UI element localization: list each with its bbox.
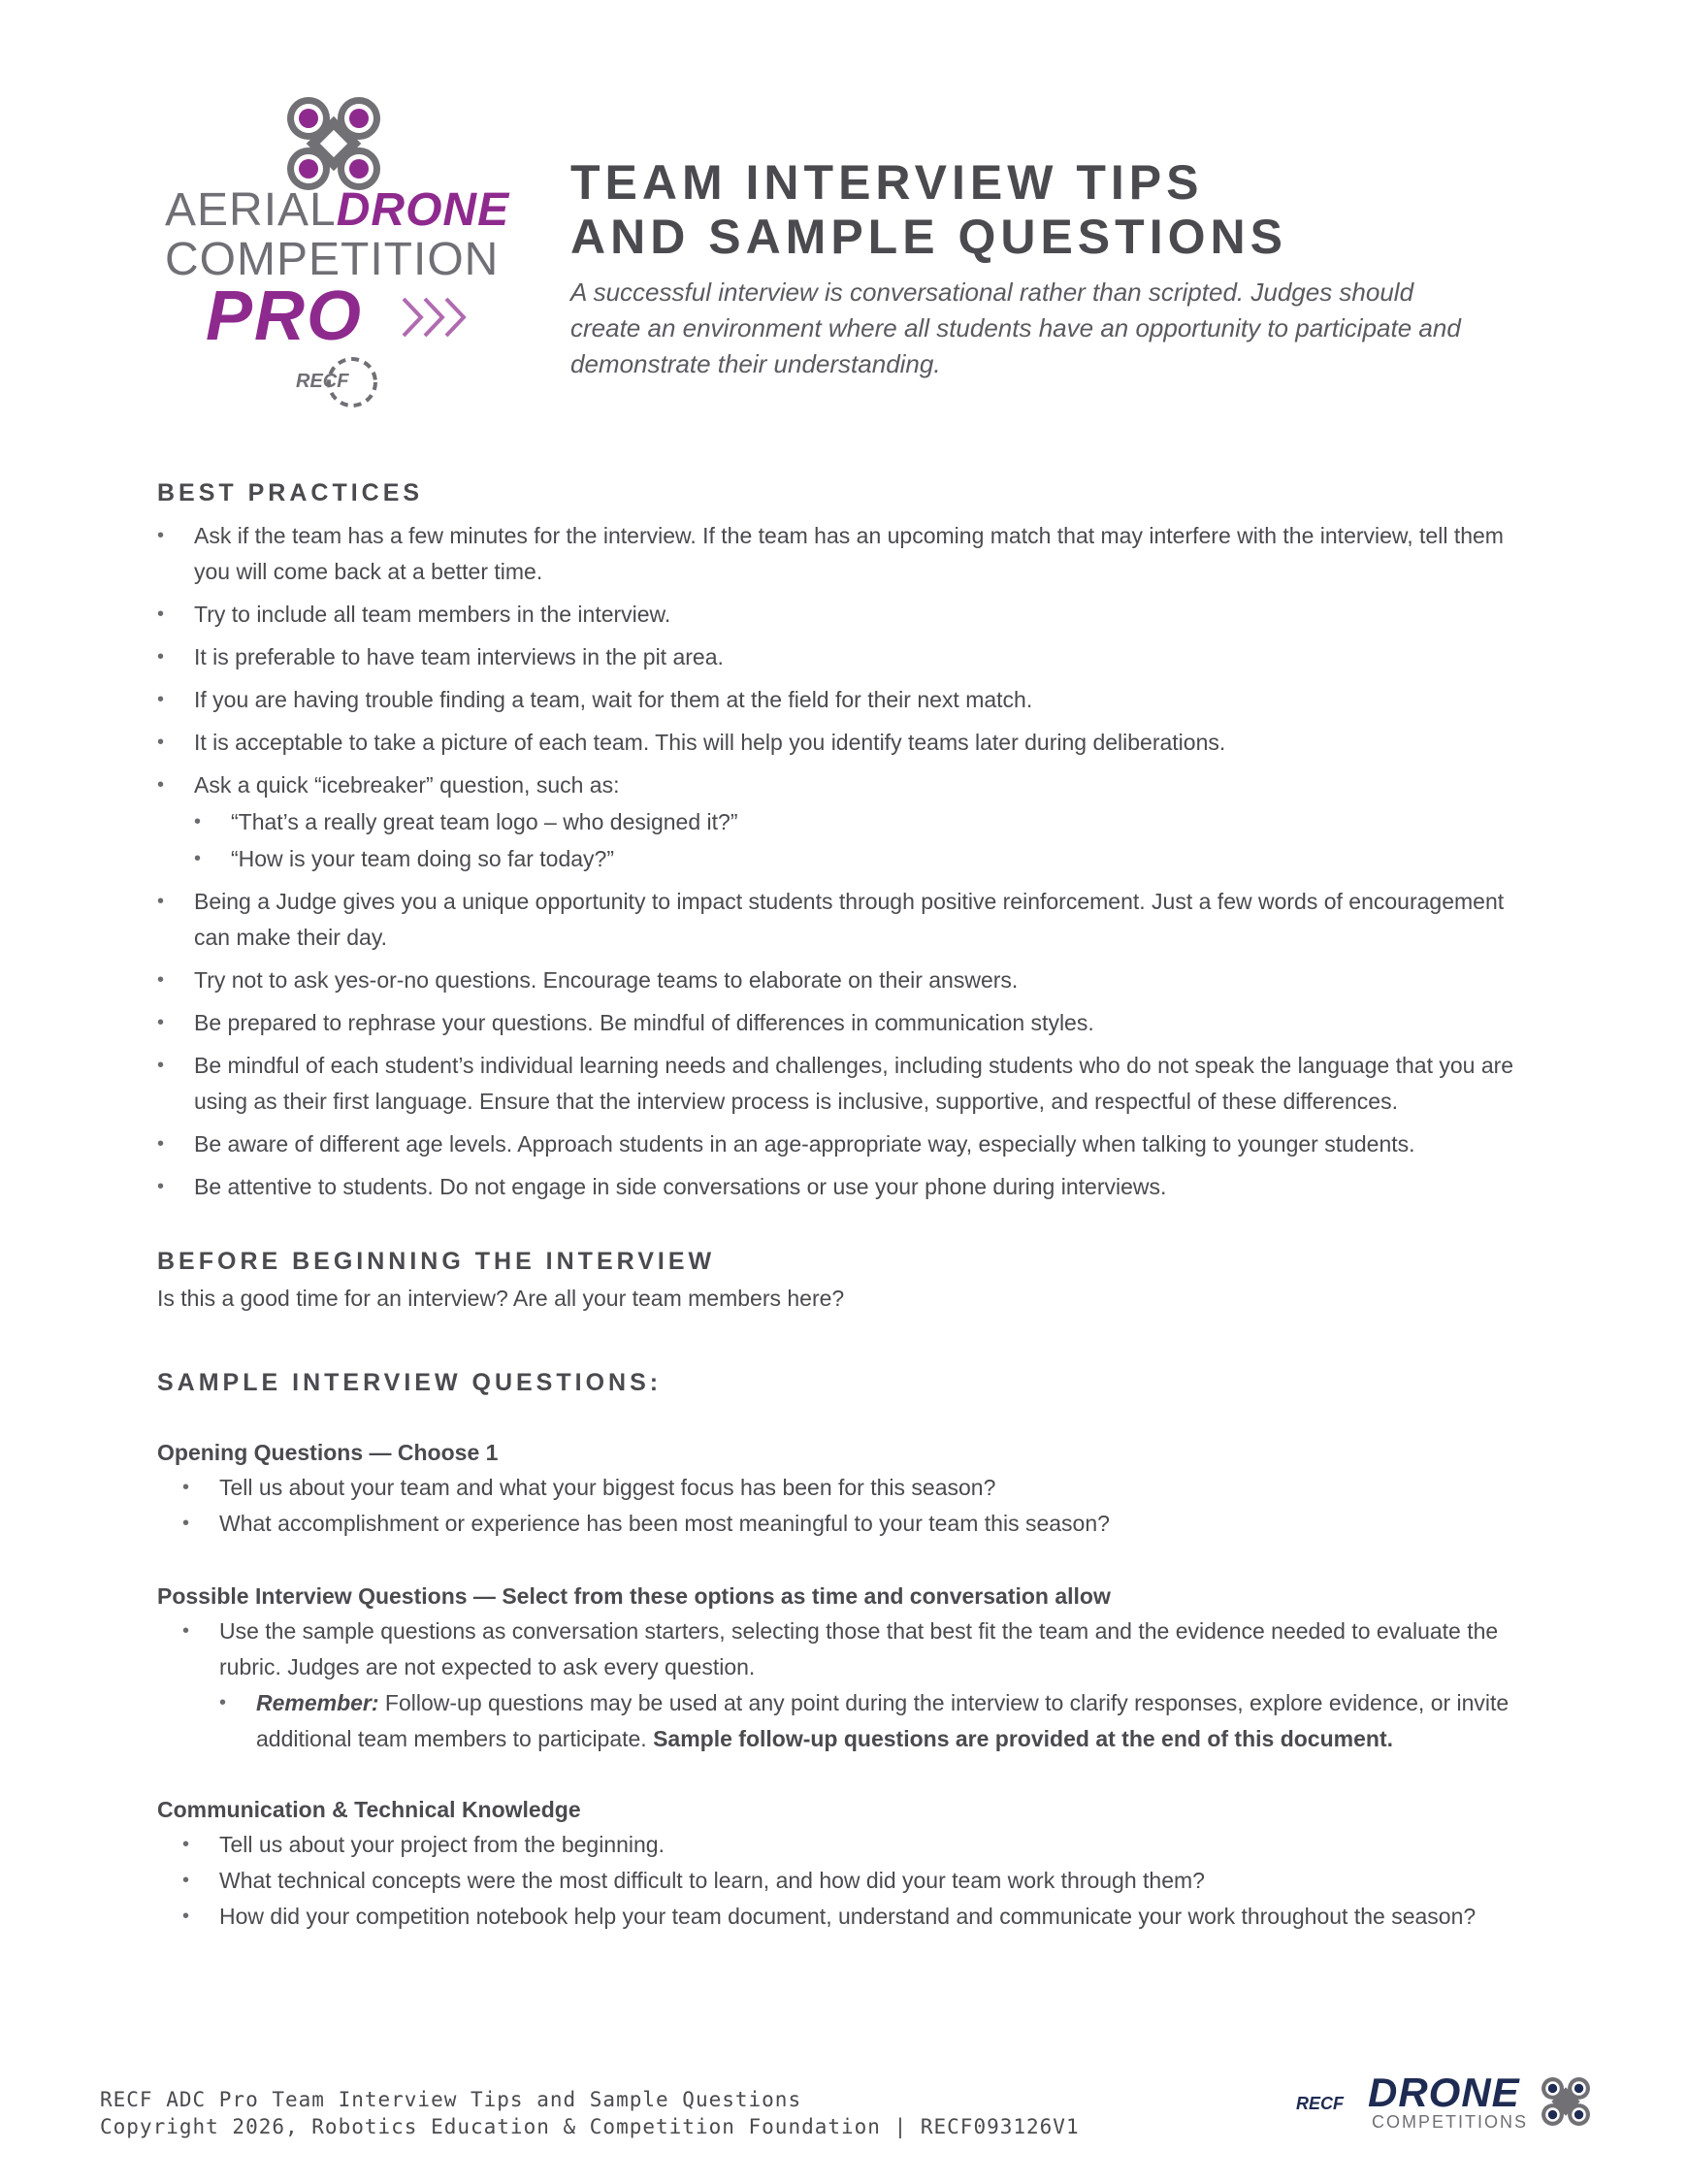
chevron-arrows-icon xyxy=(398,293,475,342)
possible-questions-title: Possible Interview Questions — Select from these options as time and conversation allow xyxy=(157,1583,1111,1609)
before-interview-heading: BEFORE BEGINNING THE INTERVIEW xyxy=(157,1248,716,1275)
list-item: • Be prepared to rephrase your questions. Be mindful of differences in communication styles. xyxy=(157,1005,1515,1041)
list-item: • It is preferable to have team interviews in the pit area. xyxy=(157,639,1515,675)
footer-recf-text: RECF xyxy=(1296,2094,1344,2113)
logo-drone: DRONE xyxy=(336,184,510,236)
logo-competition: COMPETITION xyxy=(165,234,500,285)
drone-competitions-logo xyxy=(1296,2072,1597,2140)
best-practices-heading: BEST PRACTICES xyxy=(157,479,424,506)
list-item: • Ask a quick “icebreaker” question, such as: xyxy=(157,767,1515,803)
list-item: • Ask if the team has a few minutes for the interview. If the team has an upcoming match that may interfere with the interview, tell them you will come back at a better time. xyxy=(157,518,1515,590)
footer-line-1: RECF ADC Pro Team Interview Tips and Sample Questions xyxy=(100,2088,802,2111)
sample-questions-heading: SAMPLE INTERVIEW QUESTIONS: xyxy=(157,1369,663,1396)
page-title xyxy=(570,155,1287,264)
list-subitem: • “How is your team doing so far today?” xyxy=(157,841,1515,877)
list-subitem: • “That’s a really great team logo – who designed it?” xyxy=(157,804,1515,840)
best-practices-list xyxy=(157,518,1515,1212)
communication-title: Communication & Technical Knowledge xyxy=(157,1797,581,1822)
remember-label: Remember: xyxy=(256,1690,379,1715)
list-item: • Tell us about your project from the beginning. xyxy=(182,1827,1521,1863)
title-line-1: TEAM INTERVIEW TIPS xyxy=(570,155,1204,210)
page-subtitle: A successful interview is conversational rather than scripted. Judges should create an environment where all students have an opportunity to participate and demonstrate their understanding. xyxy=(570,277,1461,378)
recf-small-logo xyxy=(296,349,383,415)
footer-line-2: Copyright 2026, Robotics Education & Competition Foundation | RECF093126V1 xyxy=(100,2115,1080,2138)
list-item: • Try to include all team members in the interview. xyxy=(157,597,1515,633)
possible-questions-list xyxy=(182,1614,1521,1757)
footer-competitions-text: COMPETITIONS xyxy=(1372,2112,1529,2132)
list-item: • What technical concepts were the most difficult to learn, and how did your team work through them? xyxy=(182,1863,1521,1899)
list-item: • What accomplishment or experience has been most meaningful to your team this season? xyxy=(182,1506,1521,1542)
gear-icon xyxy=(296,349,383,415)
list-item: • Being a Judge gives you a unique opportunity to impact students through positive reinforcement. Just a few words of encouragement can make their day. xyxy=(157,884,1515,956)
footer-text xyxy=(100,2086,1080,2140)
list-item: • If you are having trouble finding a team, wait for them at the field for their next match. xyxy=(157,682,1515,718)
remember-text: Follow-up questions may be used at any point during the interview to clarify responses, explore evidence, or invite additional team members to participate. xyxy=(256,1690,1509,1751)
list-item: • Tell us about your team and what your biggest focus has been for this season? xyxy=(182,1470,1521,1506)
drone-quad-icon xyxy=(1541,2076,1591,2127)
title-line-2: AND SAMPLE QUESTIONS xyxy=(570,210,1287,264)
remember-bold-text: Sample follow-up questions are provided at the end of this document. xyxy=(653,1726,1393,1751)
opening-questions-title: Opening Questions — Choose 1 xyxy=(157,1440,499,1465)
aerial-drone-competition-pro-logo xyxy=(155,95,514,415)
recf-small-text: RECF xyxy=(296,371,349,392)
list-item: • Be mindful of each student’s individual learning needs and challenges, including students who do not speak the language that you are using as their first language. Ensure that the interview process is inclusive, supportive, and respectful of these differences. xyxy=(157,1048,1515,1120)
list-item: • Be attentive to students. Do not engage in side conversations or use your phone during interviews. xyxy=(157,1169,1515,1205)
drone-quad-icon xyxy=(285,95,382,192)
logo-aerial: AERIAL xyxy=(165,184,337,236)
list-item: • It is acceptable to take a picture of each team. This will help you identify teams later during deliberations. xyxy=(157,725,1515,761)
remember-note xyxy=(182,1685,1521,1757)
list-item: • Be aware of different age levels. Approach students in an age-appropriate way, especially when talking to younger students. xyxy=(157,1126,1515,1162)
list-item: • Try not to ask yes-or-no questions. Encourage teams to elaborate on their answers. xyxy=(157,962,1515,998)
opening-questions-list xyxy=(182,1470,1521,1542)
list-item: • Use the sample questions as conversation starters, selecting those that best fit the team and the evidence needed to evaluate the rubric. Judges are not expected to ask every question. xyxy=(182,1614,1521,1685)
footer-drone-text: DRONE xyxy=(1368,2070,1520,2115)
before-interview-text: Is this a good time for an interview? Are all your team members here? xyxy=(157,1286,845,1311)
list-item: • How did your competition notebook help your team document, understand and communicate your work throughout the season? xyxy=(182,1899,1521,1935)
communication-questions-list xyxy=(182,1827,1521,1935)
logo-line-aerial-drone xyxy=(165,184,510,236)
logo-pro: PRO xyxy=(206,277,364,355)
